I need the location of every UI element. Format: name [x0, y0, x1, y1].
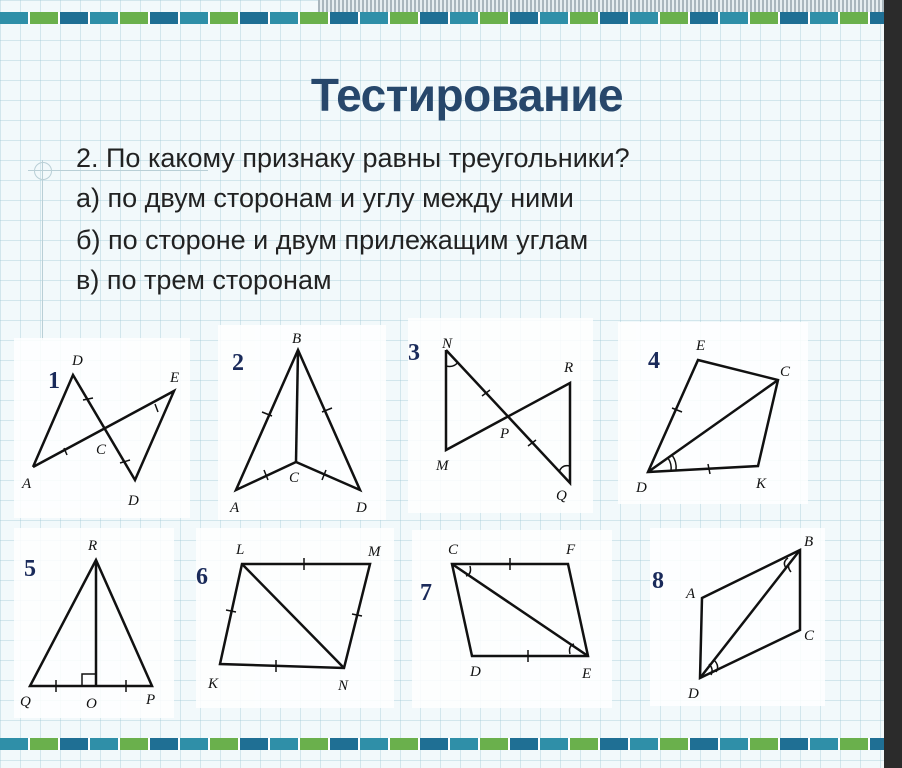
- figure-3-label: Q: [556, 488, 567, 504]
- figure-6-label: L: [236, 542, 245, 558]
- figure-4-number: 4: [648, 348, 660, 374]
- figure-5-label: R: [88, 538, 98, 554]
- figure-1-label: D: [72, 353, 83, 369]
- figure-7-label: E: [582, 666, 592, 682]
- figure-1-label: C: [96, 442, 107, 458]
- figure-1-label: A: [22, 476, 32, 492]
- figure-8-label: C: [804, 628, 815, 644]
- answer-option-c[interactable]: в) по трем сторонам: [76, 265, 332, 295]
- figure-3-number: 3: [408, 340, 420, 366]
- figure-7-number: 7: [420, 580, 432, 606]
- figure-7-label: D: [470, 664, 481, 680]
- figure-2-label: A: [230, 500, 240, 516]
- figure-8-label: B: [804, 534, 814, 550]
- figure-5-label: Q: [20, 694, 31, 710]
- figure-8-label: D: [688, 686, 699, 702]
- figure-2-label: B: [292, 331, 302, 347]
- figure-3-label: N: [442, 336, 453, 352]
- figure-2-label: D: [356, 500, 367, 516]
- figure-3-label: R: [564, 360, 574, 376]
- figure-6-label: M: [368, 544, 381, 560]
- figure-4-label: C: [780, 364, 791, 380]
- figure-6-label: K: [208, 676, 219, 692]
- figure-5-label: O: [86, 696, 97, 712]
- figure-8-label: A: [686, 586, 696, 602]
- figure-6-number: 6: [196, 564, 208, 590]
- figure-1-number: 1: [48, 368, 60, 394]
- figure-6-label: N: [338, 678, 349, 694]
- page-title: Тестирование: [310, 69, 624, 121]
- figure-3-label: P: [500, 426, 510, 442]
- figure-4-label: D: [636, 480, 647, 496]
- answer-option-a[interactable]: а) по двум сторонам и углу между ними: [76, 183, 574, 213]
- figure-1-label: E: [170, 370, 180, 386]
- figure-5-label: P: [146, 692, 156, 708]
- figure-8-number: 8: [652, 568, 664, 594]
- figure-2-label: C: [289, 470, 300, 486]
- window-edge: [884, 0, 902, 768]
- figure-1-label: D: [128, 493, 139, 509]
- figure-7-label: F: [566, 542, 576, 558]
- figure-7-label: C: [448, 542, 459, 558]
- figure-4-label: E: [696, 338, 706, 354]
- figure-3-label: M: [436, 458, 449, 474]
- question-text: 2. По какому признаку равны треугольники?: [76, 143, 630, 173]
- figure-2-number: 2: [232, 350, 244, 376]
- figure-4-label: K: [756, 476, 767, 492]
- answer-option-b[interactable]: б) по стороне и двум прилежащим углам: [76, 225, 589, 255]
- figure-5-number: 5: [24, 556, 36, 582]
